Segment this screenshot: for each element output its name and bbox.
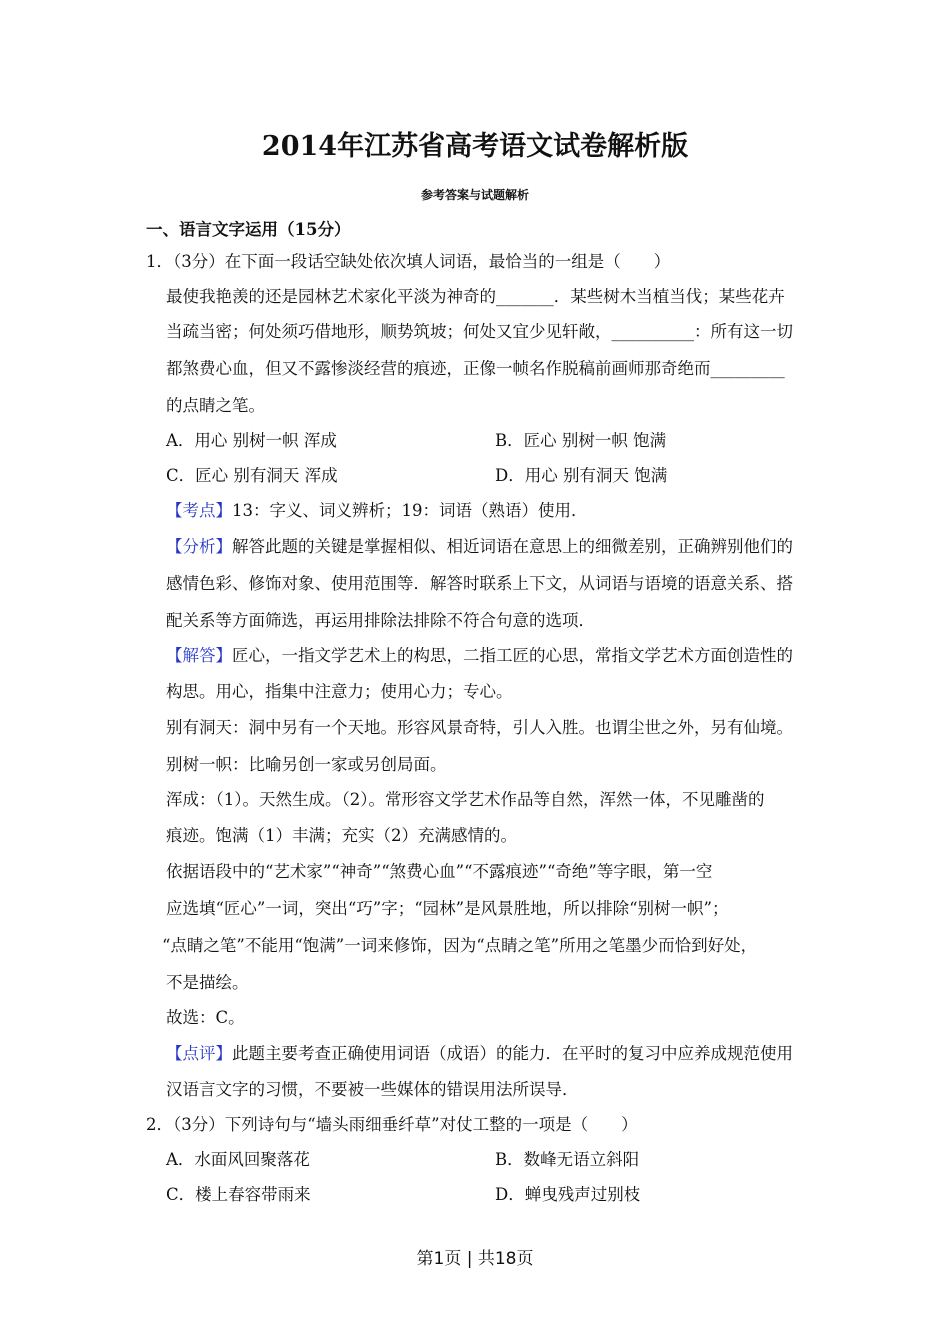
jieda-text: 匠心，一指文学艺术上的构思，二指工匠的心思，常指文学艺术方面创造性的	[232, 646, 793, 665]
option-c: C．匠心 别有洞天 浑成	[166, 466, 338, 485]
fenxi-line	[166, 537, 793, 557]
jieda-text: 构思。用心，指集中注意力；使用心力；专心。	[166, 682, 513, 701]
jieda-text: “点睛之笔”不能用“饱满”一词来修饰，因为“点睛之笔”所用之笔墨少而恰到好处，	[162, 936, 758, 955]
page-footer: 第1页 | 共18页	[416, 1249, 534, 1269]
kaodian-text: 13：字义、词义辨析；19：词语（熟语）使用．	[232, 501, 588, 520]
option-a: A．用心 别树一帜 浑成	[166, 431, 337, 450]
q2-option-c: C．楼上春容带雨来	[166, 1185, 311, 1204]
dianping-text: 汉语言文字的习惯，不要被一些媒体的错误用法所误导．	[166, 1080, 579, 1099]
dianping-text: 此题主要考查正确使用词语（成语）的能力．在平时的复习中应养成规范使用	[232, 1044, 793, 1063]
passage-line: 当疏当密；何处须巧借地形，顺势筑坡；何处又宜少见轩敞，__________：所有这一切	[166, 322, 793, 341]
jieda-text: 别树一帜：比喻另创一家或另创局面。	[166, 755, 447, 774]
jieda-line	[166, 646, 793, 666]
jieda-text: 浑成：（1）。天然生成。（2）。常形容文学艺术作品等自然，浑然一体，不见雕凿的	[166, 790, 765, 809]
question-1-stem: 1．（3分）在下面一段话空缺处依次填人词语，最恰当的一组是（ ）	[146, 252, 671, 271]
fenxi-text: 配关系等方面筛选，再运用排除法排除不符合句意的选项．	[166, 611, 595, 630]
q2-option-b: B．数峰无语立斜阳	[495, 1150, 640, 1169]
document-subtitle: 参考答案与试题解析	[420, 188, 529, 202]
question-2-stem: 2．（3分）下列诗句与“墙头雨细垂纤草”对仗工整的一项是（ ）	[146, 1115, 638, 1134]
kaodian-line	[166, 501, 588, 521]
document-title: 2014年江苏省高考语文试卷解析版	[261, 131, 689, 162]
jieda-text: 痕迹。饱满（1）丰满；充实（2）充满感情的。	[166, 826, 517, 845]
dianping-tag: 【点评】	[166, 1044, 232, 1063]
option-b: B．匠心 别树一帜 饱满	[495, 431, 667, 450]
passage-line: 最使我艳羡的还是园林艺术家化平淡为神奇的_______．某些树木当植当伐；某些花卉	[166, 287, 785, 306]
option-d: D．用心 别有洞天 饱满	[495, 466, 668, 485]
jieda-text: 不是描绘。	[166, 973, 249, 992]
section-heading: 一、语言文字运用（15分）	[146, 220, 351, 239]
jieda-text: 依据语段中的“艺术家”“神奇”“煞费心血”“不露痕迹”“奇绝”等字眼，第一空	[166, 862, 713, 881]
jieda-text: 应选填“匠心”一词，突出“巧”字；“园林”是风景胜地，所以排除“别树一帜”；	[166, 899, 729, 918]
jieda-text: 别有洞天：洞中另有一个天地。形容风景奇特，引人入胜。也谓尘世之外，另有仙境。	[166, 718, 793, 737]
fenxi-text: 解答此题的关键是掌握相似、相近词语在意思上的细微差别，正确辨别他们的	[232, 537, 793, 556]
fenxi-text: 感情色彩、修饰对象、使用范围等．解答时联系上下文，从词语与语境的语意关系、搭	[166, 574, 793, 593]
dianping-line	[166, 1044, 793, 1064]
passage-line: 的点睛之笔。	[166, 396, 265, 415]
q2-option-a: A．水面风回聚落花	[166, 1150, 310, 1169]
fenxi-tag: 【分析】	[166, 537, 232, 556]
answer-choice: 故选：C。	[166, 1008, 245, 1027]
passage-line: 都煞费心血，但又不露惨淡经营的痕迹，正像一帧名作脱稿前画师那奇绝而_________	[166, 359, 785, 378]
q2-option-d: D．蝉曳残声过别枝	[495, 1185, 641, 1204]
kaodian-tag: 【考点】	[166, 501, 232, 520]
jieda-tag: 【解答】	[166, 646, 232, 665]
